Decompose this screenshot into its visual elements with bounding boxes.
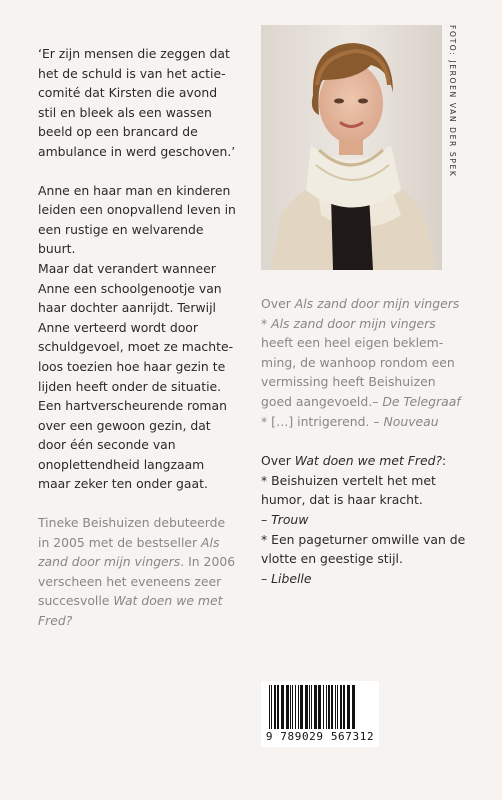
- blurb-paragraph-3: Een hartverscheurende roman over een gewoon gezin, dat door één seconde van onoplettendheid langzaam maar zeker ten onder gaat.: [38, 398, 227, 492]
- bio-title-2: Wat doen we met Fred?: [38, 593, 223, 629]
- barcode-bar: [347, 685, 350, 729]
- barcode-bar: [295, 685, 296, 729]
- review-4-source: – Libelle: [261, 570, 312, 586]
- review-1-title: Als zand door mijn vingers: [271, 315, 436, 331]
- isbn-barcode: [261, 681, 379, 747]
- barcode-bar: [292, 685, 293, 729]
- review-heading-2-colon: :: [442, 453, 447, 469]
- review-heading-1-over: Over: [261, 296, 295, 311]
- barcode-bar: [269, 685, 270, 729]
- review-1-star: *: [261, 315, 272, 331]
- review-heading-2: [261, 451, 466, 471]
- review-heading-2-over: Over: [261, 453, 295, 469]
- barcode-bar: [286, 685, 289, 729]
- review-heading-1: [261, 294, 466, 314]
- opening-quote: ‘Er zijn mensen die zeggen dat het de schuld is van het actiecomité dat Kirsten die avond stil en bleek als een wassen beeld op een brancard de ambulance in werd geschoven.’: [38, 46, 236, 159]
- review-2-source: – Nouveau: [373, 413, 439, 429]
- review-2-quote: [261, 412, 466, 432]
- reviews-column: [261, 294, 466, 588]
- barcode-bar: [328, 685, 330, 729]
- barcode-bar: [326, 685, 327, 729]
- photo-credit: [446, 25, 460, 270]
- photo-credit-text: FOTO: JEROEN VAN DER SPEK: [448, 25, 457, 178]
- barcode-bar: [290, 685, 291, 729]
- bio-part-1: Tineke Beishuizen debuteerde in 2005 met de bestseller: [38, 515, 226, 550]
- review-3-text: * Beishuizen vertelt het met humor, dat is haar kracht.: [261, 472, 436, 508]
- barcode-bar: [331, 685, 333, 729]
- barcode-bar: [343, 685, 345, 729]
- review-heading-2-title: Wat doen we met Fred?: [294, 453, 443, 469]
- barcode-bar: [300, 685, 303, 729]
- barcode-bar: [274, 685, 276, 729]
- barcode-bar: [281, 685, 284, 729]
- barcode-bar: [323, 685, 324, 729]
- author-portrait-illustration: [261, 25, 442, 270]
- author-bio: [38, 513, 238, 631]
- bio-title-1: Als zand door mijn vingers: [38, 534, 220, 570]
- review-1-source: – De Telegraaf: [372, 393, 461, 409]
- barcode-bar: [340, 685, 342, 729]
- blurb-paragraph-1: Anne en haar man en kinderen leiden een onopvallend leven in een rustige en welvarende buurt.: [38, 182, 236, 257]
- left-column: [38, 44, 238, 631]
- review-1-quote: [261, 314, 466, 412]
- barcode-bar: [335, 685, 336, 729]
- barcode-bar: [311, 685, 312, 729]
- review-2-text: * […] intrigerend.: [261, 413, 370, 429]
- bio-part-2: . In 2006 verscheen het eveneens zeer succesvolle: [38, 554, 236, 609]
- barcode-bar: [305, 685, 308, 729]
- author-photo: [261, 25, 442, 270]
- review-1-text: heeft een heel eigen beklemming, de wanhoop rondom een vermissing heeft Beishuizen goed aangevoeld.: [261, 335, 455, 409]
- review-heading-1-title: Als zand door mijn vingers: [294, 296, 460, 311]
- barcode-bar: [337, 685, 338, 729]
- barcode-bar: [314, 685, 317, 729]
- barcode-bar: [352, 685, 355, 729]
- review-3-source: – Trouw: [261, 511, 309, 527]
- barcode-bar: [277, 685, 279, 729]
- barcode-digits: 9 789029 567312: [265, 730, 375, 743]
- barcode-bar: [271, 685, 272, 729]
- barcode-bar: [298, 685, 299, 729]
- barcode-bars: [261, 681, 379, 731]
- barcode-bar: [309, 685, 310, 729]
- blurb-paragraph-2: Maar dat verandert wanneer Anne een schoolgenootje van haar dochter aanrijdt. Terwijl Anne verteerd wordt door schuldgevoel, moet ze machteloos toezien hoe haar gezin te lijden heeft onder de situatie.: [38, 260, 234, 394]
- barcode-bar: [318, 685, 321, 729]
- review-4-text: * Een pageturner omwille van de vlotte en geestige stijl.: [261, 531, 466, 567]
